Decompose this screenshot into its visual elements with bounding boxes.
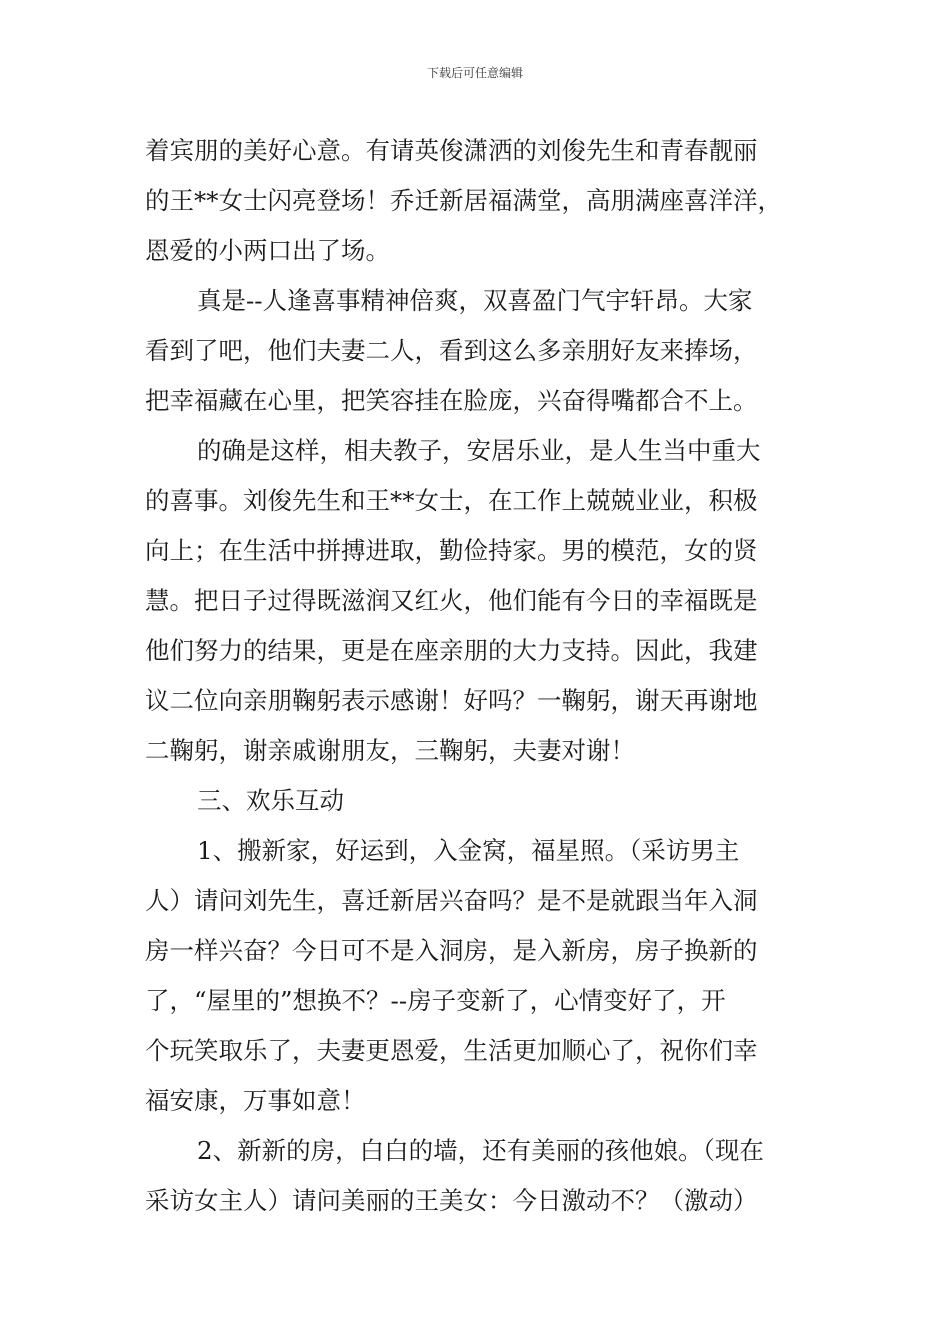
text-line: 慧。把日子过得既滋润又红火，他们能有今日的幸福既是 bbox=[145, 586, 758, 615]
text-line: 房一样兴奋？今日可不是入洞房，是入新房，房子换新的 bbox=[145, 936, 758, 965]
page-header: 下载后可任意编辑 bbox=[426, 66, 523, 80]
text-line: 恩爱的小两口出了场。 bbox=[145, 236, 390, 265]
text-line: 二鞠躬，谢亲戚谢朋友，三鞠躬，夫妻对谢！ bbox=[145, 736, 635, 765]
document-body bbox=[145, 126, 810, 1226]
text-line: 的确是这样，相夫教子，安居乐业，是人生当中重大 bbox=[197, 436, 761, 465]
text-line: 议二位向亲朋鞠躬表示感谢！好吗？一鞠躬，谢天再谢地 bbox=[145, 686, 758, 715]
text-line: 着宾朋的美好心意。有请英俊潇洒的刘俊先生和青春靓丽 bbox=[145, 136, 758, 165]
text-line: 他们努力的结果，更是在座亲朋的大力支持。因此，我建 bbox=[145, 636, 758, 665]
text-line: 向上；在生活中拼搏进取，勤俭持家。男的模范，女的贤 bbox=[145, 536, 758, 565]
text-line: 个玩笑取乐了，夫妻更恩爱，生活更加顺心了，祝你们幸 bbox=[145, 1036, 758, 1065]
text-line: 人）请问刘先生，喜迁新居兴奋吗？是不是就跟当年入洞 bbox=[145, 886, 758, 915]
text-line: 三、欢乐互动 bbox=[197, 786, 344, 815]
text-line: 把幸福藏在心里，把笑容挂在脸庞，兴奋得嘴都合不上。 bbox=[145, 386, 758, 415]
text-line: 了，“屋里的”想换不？--房子变新了，心情变好了，开 bbox=[145, 986, 726, 1015]
text-line: 采访女主人）请问美丽的王美女：今日激动不？（激动） bbox=[145, 1186, 758, 1215]
text-line: 福安康，万事如意！ bbox=[145, 1086, 366, 1115]
text-line: 的王**女士闪亮登场！乔迁新居福满堂，高朋满座喜洋洋， bbox=[145, 186, 782, 215]
text-line: 2、新新的房，白白的墙，还有美丽的孩他娘。（现在 bbox=[197, 1136, 764, 1165]
text-line: 看到了吧，他们夫妻二人，看到这么多亲朋好友来捧场， bbox=[145, 336, 758, 365]
text-line: 1、搬新家，好运到，入金窝，福星照。（采访男主 bbox=[197, 836, 740, 865]
text-line: 真是--人逢喜事精神倍爽，双喜盈门气宇轩昂。大家 bbox=[197, 286, 753, 315]
text-line: 的喜事。刘俊先生和王**女士，在工作上兢兢业业，积极 bbox=[145, 486, 758, 515]
